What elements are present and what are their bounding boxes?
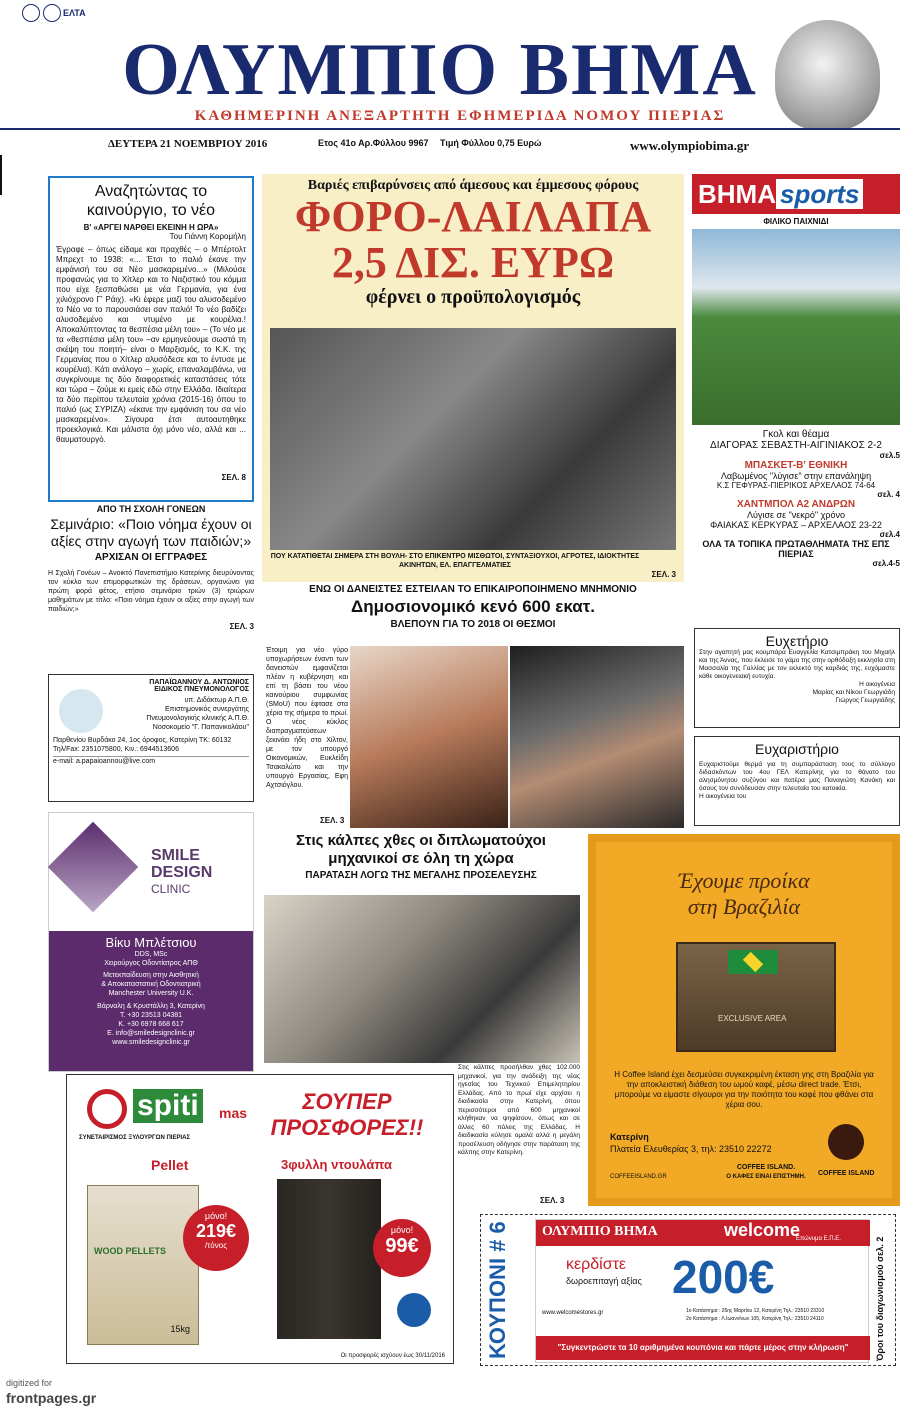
- lead-caption: ΠΟΥ ΚΑΤΑΤΙΘΕΤΑΙ ΣΗΜΕΡΑ ΣΤΗ ΒΟΥΛΗ- ΣΤΟ ΕΠΙΚΕΝΤΡΟ ΜΙΣΘΩΤΟΙ, ΣΥΝΤΑΞΙΟΥΧΟΙ, ΑΓΡΟΤΕΣ, ΙΔΙΟΚΤΗΤΕΣ ΑΚΙΝΗΤΩΝ, ΕΛ. ΕΠΑΓΓΕΛΜΑΤΙΕΣ: [270, 553, 640, 569]
- doctor-line4: Νοσοκομείο "Γ. Παπανικολάου": [152, 724, 249, 731]
- smile-address: Βάρναλη & Κρυστάλλη 3, Κατερίνη: [97, 1003, 205, 1010]
- lungs-icon: [59, 689, 103, 733]
- sports-item2-text2: Κ.Σ ΓΕΦΥΡΑΣ-ΠΙΕΡΙΚΟΣ ΑΡΧΕΛΑΟΣ 74-64: [716, 481, 876, 490]
- coffee-brand: COFFEE ISLAND: [818, 1170, 875, 1177]
- spiti-mas-ad: [66, 1074, 454, 1364]
- sports-logo: ΒΗΜΑ sports: [692, 174, 900, 214]
- coupon-paper-name: ΟΛΥΜΠΙΟ ΒΗΜΑ: [542, 1224, 658, 1239]
- doctor-ad: [48, 674, 254, 802]
- sports-section: [692, 174, 900, 612]
- deficit-photo-minister-woman: [350, 646, 508, 828]
- wishes-sign3: Γιώργος Γεωργιάδης: [835, 697, 895, 704]
- thanks-sign: Η οικογένεια του: [699, 793, 747, 800]
- newspaper-title: ΟΛΥΜΠΙΟ ΒΗΜΑ: [122, 29, 758, 111]
- coupon-amount: 200€: [672, 1251, 775, 1303]
- sports-photo-football: [692, 229, 900, 425]
- issue-number: Ετος 41ο Αρ.Φύλλου 9967: [318, 138, 429, 148]
- coffee-city: Κατερίνη: [610, 1132, 649, 1142]
- seminar-kicker: ΑΠΟ ΤΗ ΣΧΟΛΗ ΓΟΝΕΩΝ: [96, 504, 206, 514]
- sports-item2-title: ΜΠΑΣΚΕΤ-Β' ΕΘΝΙΚΗ: [744, 460, 848, 471]
- spiti-validity: Οι προσφορές ισχύουν έως 30/11/2016: [340, 1353, 445, 1359]
- seminar-deck: ΑΡΧΙΣΑΝ ΟΙ ΕΓΓΡΑΦΕΣ: [94, 552, 208, 563]
- issue-price: Τιμή Φύλλου 0,75 Ευρώ: [440, 138, 542, 148]
- coupon-store2: 2ο Κατάστημα : Λ.Ιωαννίνων 105, Κατερίνη Τηλ.: 23510 24110: [686, 1316, 824, 1322]
- spiti-coop: ΣΥΝΕΤΑΙΡΙΣΜΟΣ ΞΥΛΟΥΡΓΩΝ ΠΙΕΡΙΑΣ: [79, 1135, 191, 1141]
- coupon-terms: Όροι του διαγωνισμού σελ. 2: [875, 1236, 885, 1361]
- smile-brand2: DESIGN: [151, 864, 213, 881]
- sports-item2-text: Λαβωμένος "λύγισε" στην επανάληψη: [720, 471, 872, 481]
- smile-role: Χειρούργος Οδοντίατρος ΑΠΘ: [104, 960, 198, 967]
- deficit-kicker: ΕΝΩ ΟΙ ΔΑΝΕΙΣΤΕΣ ΕΣΤΕΙΛΑΝ ΤΟ ΕΠΙΚΑΙΡΟΠΟΙΗΜΕΝΟ ΜΝΗΜΟΝΙΟ: [309, 584, 637, 595]
- smile-brand1: SMILE: [151, 847, 200, 864]
- spiti-brand: spiti: [133, 1089, 203, 1123]
- coffee-island-ad: [588, 834, 900, 1206]
- sports-item1-text: ΔΙΑΓΟΡΑΣ ΣΕΒΑΣΤΗ-ΑΙΓΙΝΙΑΚΟΣ 2-2: [710, 440, 882, 451]
- spiti-pellet: Pellet: [151, 1157, 189, 1173]
- brazil-flag-icon: [728, 950, 778, 974]
- smile-web: www.smiledesignclinic.gr: [112, 1039, 190, 1046]
- doctor-address: Παρθενίου Βυρδάκο 24, 1ος όροφος, Κατερίνη ΤΚ: 60132: [53, 737, 232, 744]
- sports-item3-text: Λύγισε σε "νεκρό" χρόνο: [747, 510, 845, 520]
- deficit-page-ref: ΣΕΛ. 3: [320, 816, 345, 825]
- doctor-name: ΠΑΠΑΪΩΑΝΝΟΥ Δ. ΑΝΤΩΝΙΟΣ: [149, 679, 249, 686]
- seminar-page-ref: ΣΕΛ. 3: [229, 622, 254, 631]
- sports-item3-page: σελ.4: [879, 530, 900, 539]
- sports-item3-title: ΧΑΝΤΜΠΟΛ Α2 ΑΝΔΡΩΝ: [736, 499, 856, 510]
- smile-spec3: Manchester University U.K.: [108, 990, 194, 997]
- elta-logo: ΕΛΤΑ: [22, 4, 108, 26]
- elections-deck: ΠΑΡΑΤΑΣΗ ΛΟΓΩ ΤΗΣ ΜΕΓΑΛΗΣ ΠΡΟΣΕΛΕΥΣΗΣ: [305, 870, 537, 881]
- doctor-line1: υπ. Διδάκτωρ Α.Π.Θ.: [184, 697, 249, 704]
- coupon-win: κερδίστε: [566, 1256, 627, 1273]
- elections-photo: [264, 895, 580, 1063]
- coupon-store-sub: Επώνυμα Ε.Π.Ε.: [796, 1236, 841, 1242]
- smile-spec2: & Αποκαταστατική Οδοντιατρική: [101, 981, 201, 988]
- wardrobe-price-badge: μόνο! 99€: [373, 1219, 431, 1277]
- elections-body: Στις κάλπες προσήλθαν χθες 102.000 μηχανικοί, για την ανάδειξη της νέας ηγεσίας του Τεχνικού Επιμελητηρίου Ελλάδας. Από το πρωί είχε αρχίσει η διαδικασία στην Κατερίνη, όπου περισσότεροι από 600 μηχανικοί κλήθηκαν να ψηφίσουν, όπως και σε άλλες 60 πόλεις της Ελλάδας. Η διαδικασία κύλησε ομαλά αλλά η μεγάλη προσέλευση οδήγησε στην παράταση της κάλπης στην Κατερίνη.: [458, 1064, 580, 1156]
- wishes-title: Ευχετήριο: [765, 633, 829, 649]
- doctor-line2: Επιστημονικός συνεργάτης: [165, 706, 249, 713]
- smile-dentist-name: Βίκυ Μπλέτσιου: [105, 935, 197, 950]
- sports-kicker: ΦΙΛΙΚΟ ΠΑΙΧΝΙΔΙ: [763, 217, 829, 226]
- thanks-body: Ευχαριστούμε θερμά για τη συμπαράσταση τους το σύλλογο διδασκόντων του 4ου ΓΕΛ Κατερίνης για το θάνατο του αλησμόνητου συζύγου και πατέρα μας Παναγιώτη Κανάκη και όσους τον συνόδευσαν στην τελευταία του κατοικία.: [699, 761, 895, 792]
- sports-item4-page: σελ.4-5: [872, 559, 900, 568]
- editorial-title: Αναζητώντας το καινούργιο, το νέο: [86, 183, 216, 219]
- doctor-phones: Τηλ/Fax: 2351075800, Κιν.: 6944513606: [53, 746, 179, 753]
- coffee-headline2: στη Βραζιλία: [687, 894, 801, 919]
- wishes-sign2: Μαρίας και Νίκου Γεωργιάδη: [812, 689, 895, 696]
- smile-degree: DDS, MSc: [134, 951, 168, 958]
- lead-story: [262, 174, 684, 582]
- coffee-headline1: Έχουμε προίκα: [678, 868, 810, 893]
- coffee-body: Η Coffee Island έχει δεσμεύσει συγκεκριμένη έκταση γης στη Βραζιλία για την αποκλειστική διάθεση του ωμού καφέ, μέσω direct trade. Έτσι, μπορούμε να είμαστε σίγουροι για την ποιότητα του καφέ που φθάνει στα χέρια σου.: [614, 1070, 874, 1109]
- sports-item1-page: σελ.5: [879, 451, 900, 460]
- sports-item3-text2: ΦΑΙΑΚΑΣ ΚΕΡΚΥΡΑΣ – ΑΡΧΕΛΑΟΣ 23-22: [710, 520, 882, 530]
- lead-page-ref: ΣΕΛ. 3: [651, 570, 676, 579]
- thanks-notice: [694, 736, 900, 826]
- editorial-page-ref: ΣΕΛ. 8: [221, 473, 246, 482]
- issue-info-bar: [0, 128, 900, 152]
- pellet-bag-label: WOOD PELLETS: [94, 1246, 166, 1256]
- coupon: [480, 1214, 896, 1366]
- wishes-sign1: Η οικογένεια: [859, 681, 895, 688]
- seminar-body: Η Σχολή Γονέων – Ανοικτό Πανεπιστήμιο Κατερίνης διευρύνοντας τον κύκλο των επιμορφωτικών της δράσεων, οργανώνει για πρώτη φορά φέτος, ετήσιο σεμινάριο τριών (3) τριώρων μαθημάτων με τίτλο: «Ποιο νόημα έχουν οι αξίες στην αγωγή των παιδιών;»: [48, 570, 254, 613]
- coffee-address: Πλατεία Ελευθερίας 3, τηλ: 23510 22272: [610, 1144, 772, 1154]
- lead-headline1: ΦΟΡΟ-ΛΑΙΛΑΠΑ: [294, 192, 652, 241]
- footer-line2[interactable]: frontpages.gr: [6, 1390, 97, 1406]
- editorial-subtitle: Β' «ΑΡΓΕΙ ΝΑΡΘΕΙ ΕΚΕΙΝΗ Η ΩΡΑ»: [83, 223, 219, 232]
- doctor-line3: Πνευμονολογικής κλινικής Α.Π.Θ.: [146, 715, 249, 722]
- editorial-body: Έγραφε – όπως είδαμε και πραχθές – ο Μπέρτολτ Μπρεχτ το 1938: «... Έτσι το παλιό έκανε την εμφάνισή του σα Νέο μασκαρεμένο...» (Μιλούσε προφανώς για το Χίτλερ και το Ναζιστικό του κόμμα που είχε ξεσπαθώσει με νέα Γερμανία, για ένα χιλιόχρονο Γ' Ράιχ). «Κι έφερε μαζί του αλυσοδεμένο το Νέο να το παρουσιάσει σαν παλιό! Το νέο βαδίζει αλυσοδεμένο και ντυμένο με κουρέλια.! Αποκαλύπτοντας τα θεσπέσια μέλη του» – (Το νέο με τα «θεσπέσια μέλη του» –αν ερμηνεύουμε σωστά τη σκέψη του ποιητή– είναι ο Μαρξισμός, το Κ.Κ. της Γερμανίας που ο Χίτλερ αλυσόδεσε και το έντυσε με κουρέλια). Κάτι ανάλογο – χωρίς, επαναλαμβάνω, να συγκρίνουμε τις δύο διαφορετικές καταστάσεις τότε και τώρα – ζούμε κι εμείς εδώ στην Ελλάδα. Ιδιαίτερα τα δύο περίπου τελευταία χρόνια (2015-16) όπου το παλιό (ως ΣΥΡΙΖΑ) «έκανε την εμφάνιση του σα νέο μασκαρεμένο». Σίγουρα έτσι αυτοαυτηθηκε προεκλογικά. Και μάλιστα όχι μόνο νέο, αλλά και ... θαυματουργό.: [56, 245, 246, 444]
- elections-header: [262, 832, 580, 892]
- website: www.olympiobima.gr: [630, 138, 750, 153]
- seminar-title: Σεμινάριο: «Ποιο νόημα έχουν οι αξίες στην αγωγή των παιδιών;»: [50, 516, 252, 549]
- pellet-bag-weight: 15kg: [170, 1324, 190, 1334]
- deficit-header: [262, 584, 684, 646]
- house-logo-icon: [87, 1089, 127, 1129]
- editorial-author: Του Γιάννη Κορομήλη: [169, 232, 246, 241]
- thanks-title: Ευχαριστήριο: [755, 741, 839, 757]
- spiti-wardrobe: 3φυλλη ντουλάπα: [281, 1157, 392, 1172]
- smile-mob: K. +30 6978 668 617: [118, 1021, 184, 1028]
- lead-headline2: 2,5 ΔΙΣ. ΕΥΡΩ: [331, 238, 615, 287]
- greek-flag-badge-icon: [397, 1293, 431, 1327]
- deficit-body: Έτοιμη για νέο γύρο υποχωρήσεων έναντι των δανειστών εμφανίζεται πλέον η κυβέρνηση και επί τη βάσει του νέου καινούριου συμφωνίας (SMoU) που έφτασε στα χέρια της σήμερα το πρωί. Ο νέος κύκλος διαπραγματεύσεων ξεκινάει ήδη στο Χίλτον, με τον υπουργό Οικονομικών, Ευκλείδη Τσακαλώτο και την υπουργό Εργασίας, Εφη Αχτσιόγλου.: [266, 647, 348, 789]
- wishes-body: Στην αγαπητή μας κουμπάρα Ευαγγελία Κατσιμπράκη του Μιχαήλ και της Άννας, που έκλεισε το γάμο της στην ορθόδοξη εκκλησία στη Μασσαλία της Γαλλίας με τον εκλεκτό της καρδιάς της, ευχόμαστε κάθε οικογενειακή ευτυχία.: [699, 649, 896, 680]
- doctor-specialty: ΕΙΔΙΚΟΣ ΠΝΕΥΜΟΝΟΛΟΓΟΣ: [154, 686, 249, 693]
- tooth-icon: [48, 822, 139, 913]
- coupon-store1: 1ο Κατάστημα : 25ης Μαρτίου 12, Κατερίνη Τηλ.: 23510 23310: [686, 1308, 825, 1314]
- coffee-slogan2: Ο ΚΑΦΕΣ ΕΙΝΑΙ ΕΠΙΣΤΗΜΗ.: [726, 1174, 806, 1180]
- margin-mark: [0, 155, 2, 195]
- smile-brand3: CLINIC: [151, 882, 191, 896]
- smile-email: E. info@smiledesignclinic.gr: [107, 1030, 195, 1037]
- pellet-bag-image: [87, 1185, 199, 1345]
- coffee-web: COFFEEISLAND.GR: [610, 1174, 667, 1180]
- smile-tel: T. +30 23513 04381: [119, 1012, 183, 1019]
- spiti-brand2: mas: [219, 1105, 248, 1121]
- chest-label: EXCLUSIVE AREA: [718, 1014, 787, 1023]
- lead-kicker: Βαριές επιβαρύνσεις από άμεσους και έμμεσους φόρους: [307, 178, 639, 193]
- editorial-box: [48, 176, 254, 502]
- wardrobe-image: [277, 1179, 381, 1339]
- deficit-photo-minister-man: [510, 646, 684, 828]
- deficit-deck: ΒΛΕΠΟΥΝ ΓΙΑ ΤΟ 2018 ΟΙ ΘΕΣΜΟΙ: [390, 619, 556, 630]
- seminar-article: [48, 504, 254, 664]
- issue-date: ΔΕΥΤΕΡΑ 21 ΝΟΕΜΒΡΙΟΥ 2016: [108, 138, 268, 150]
- smile-design-ad: [48, 812, 254, 1072]
- coupon-side-label: ΚΟΥΠΟΝΙ # 6: [485, 1221, 510, 1359]
- wishes-notice: [694, 628, 900, 728]
- elections-title: Στις κάλπες χθες οι διπλωματούχοι μηχανικοί σε όλη τη χώρα: [296, 832, 546, 867]
- pellet-price-badge: μόνο! 219€ /τόνος: [183, 1205, 249, 1271]
- elections-page-ref: ΣΕΛ. 3: [540, 1196, 565, 1205]
- lead-photo-queue: [270, 328, 676, 550]
- coupon-cta: "Συγκεντρώστε τα 10 αριθμημένα κουπόνια και πάρτε μέρος στην κλήρωση": [536, 1336, 870, 1360]
- spiti-offer: ΣΟΥΠΕΡ ΠΡΟΣΦΟΡΕΣ!!: [270, 1089, 424, 1140]
- coupon-win-sub: δωροεπιταγή αξίας: [566, 1276, 642, 1286]
- coupon-store-name: welcome: [724, 1220, 801, 1240]
- sports-item1-title: Γκολ και θέαμα: [762, 429, 830, 440]
- sports-item2-page: σελ. 4: [877, 490, 900, 499]
- smile-spec1: Μετεκπαίδευση στην Αισθητική: [103, 972, 199, 979]
- coffee-flower-logo-icon: [828, 1124, 864, 1160]
- coupon-web: www.welcomestores.gr: [542, 1310, 604, 1316]
- newspaper-subtitle: ΚΑΘΗΜΕΡΙΝΗ ΑΝΕΞΑΡΤΗΤΗ ΕΦΗΜΕΡΙΔΑ ΝΟΜΟΥ ΠΙΕΡΙΑΣ: [194, 108, 726, 124]
- coffee-slogan1: COFFEE ISLAND.: [736, 1164, 796, 1171]
- footer-line1: digitized for: [6, 1378, 53, 1388]
- deficit-title: Δημοσιονομικό κενό 600 εκατ.: [350, 597, 596, 616]
- treasure-chest-image: [676, 942, 836, 1052]
- lead-deck: φέρνει ο προϋπολογισμός: [365, 286, 581, 308]
- sports-item4-title: ΟΛΑ ΤΑ ΤΟΠΙΚΑ ΠΡΩΤΑΘΛΗΜΑΤΑ ΤΗΣ ΕΠΣ ΠΙΕΡΙΑΣ: [702, 539, 890, 559]
- doctor-email: e-mail: a.papaioannou@live.com: [53, 756, 249, 766]
- zeus-bust-logo: [775, 20, 880, 130]
